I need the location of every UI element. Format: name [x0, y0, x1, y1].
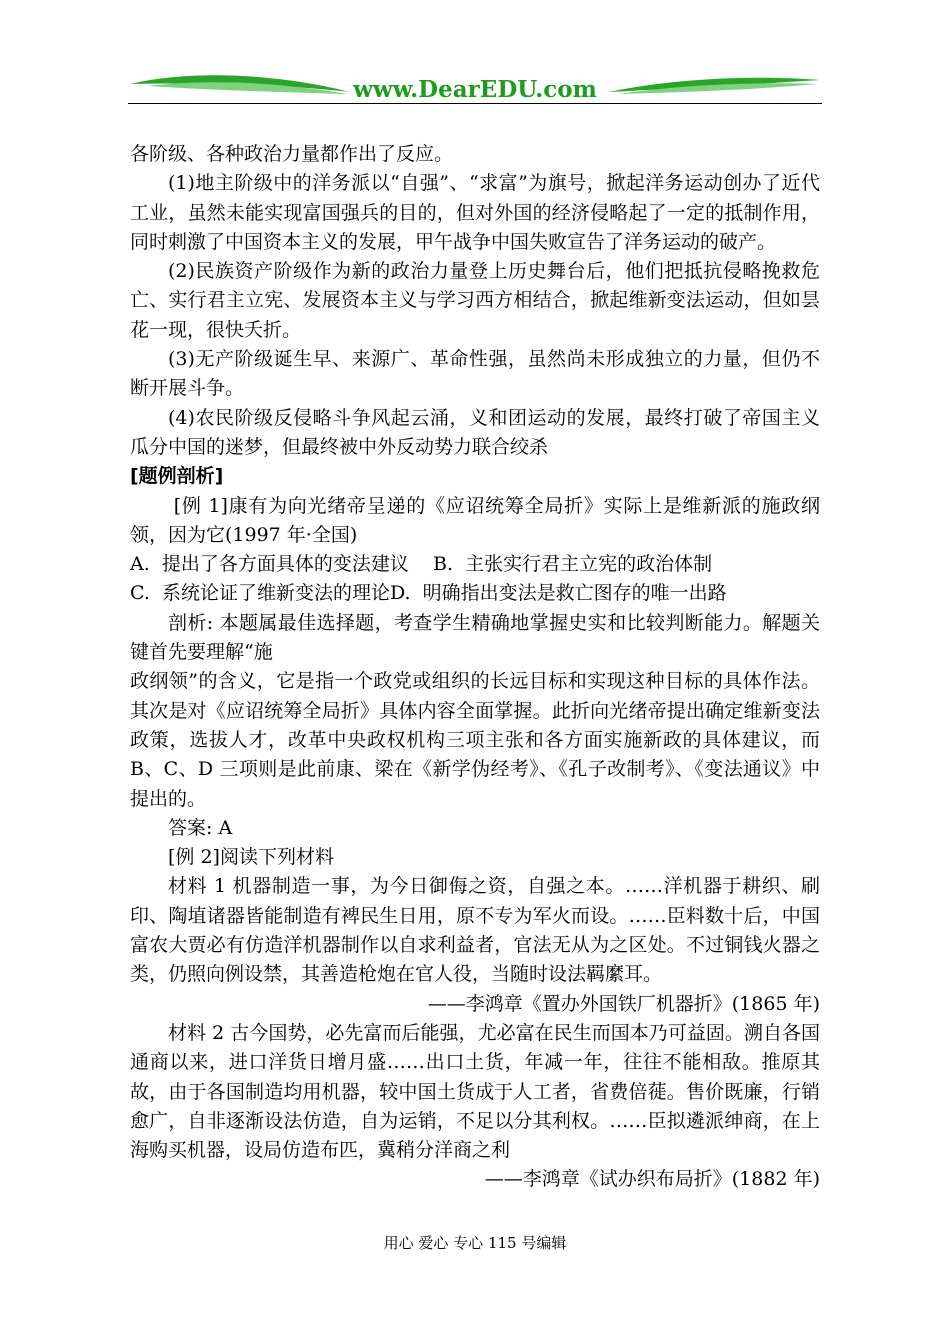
example1-options-cd: [130, 579, 820, 608]
option-b: B. 主张实行君主立宪的政治体制: [433, 553, 713, 576]
document-body: [130, 140, 820, 1195]
site-header: [128, 64, 822, 108]
example1-question: [例 1]康有为向光绪帝呈递的《应诏统筹全局折》实际上是维新派的施政纲领，因为它(1997 年·全国): [130, 494, 820, 546]
example1-analysis-2: 政纲领”的含义，它是指一个政党或组织的长远目标和实现这种目标的具体作法。其次是对《应诏统筹全局折》具体内容全面掌握。此折向光绪帝提出确定维新变法政策，选拔人才，改革中央政权机构三项主张和各方面实施新政的具体建议，而B、C、D 三项则是此前康、梁在《新学伪经考》、《孔子改制考》、《变法通议》中提出的。: [130, 670, 820, 810]
material-1-source: ——李鸿章《置办外国铁厂机器折》(1865 年): [427, 992, 820, 1015]
example1-options-ab: [130, 550, 820, 579]
material-2-source: ——李鸿章《试办织布局折》(1882 年): [484, 1168, 820, 1191]
section-heading: [题例剖析]: [130, 465, 224, 488]
material-2: 材料 2 古今国势，必先富而后能强，尤必富在民生而国本乃可益固。溯自各国通商以来，进口洋货日增月盛……出口土货，年减一年，往往不能相敌。推原其故，由于各国制造均用机器，较中国土货成于人工者，省费倍蓰。售价既廉，行销愈广，自非逐渐设法仿造，自为运销，不足以分其利权。……臣拟遴派绅商，在上海购买机器，设局仿造布匹，冀稍分洋商之利: [130, 1021, 820, 1162]
example1-answer: 答案: A: [168, 816, 233, 839]
point-1: (1)地主阶级中的洋务派以“自强”、“求富”为旗号，掀起洋务运动创办了近代工业，虽然未能实现富国强兵的目的，但对外国的经济侵略起了一定的抵制作用，同时刺激了中国资本主义的发展，甲午战争中国失败宣告了洋务运动的破产。: [130, 172, 820, 253]
option-a: A. 提出了各方面具体的变法建议: [130, 553, 409, 576]
site-logo: [128, 64, 822, 108]
logo-text: www.DearEDU.com: [353, 76, 597, 103]
point-4: (4)农民阶级反侵略斗争风起云涌，义和团运动的发展，最终打破了帝国主义瓜分中国的迷梦，但最终被中外反动势力联合绞杀: [130, 406, 820, 458]
intro-paragraph: 各阶级、各种政治力量都作出了反应。: [130, 143, 454, 165]
material-1: 材料 1 机器制造一事，为今日御侮之资，自强之本。……洋机器于耕织、刷印、陶埴诸器皆能制造有裨民生日用，原不专为军火而设。……臣料数十后，中国富农大贾必有仿造洋机器制作以自求利益者，官法无从为之区处。不过铜钱火器之类，仍照向例设禁，其善造枪炮在官人役，当随时设法羁縻耳。: [130, 875, 820, 986]
option-d: D. 明确指出变法是救亡图存的唯一出路: [389, 582, 727, 605]
point-2: (2)民族资产阶级作为新的政治力量登上历史舞台后，他们把抵抗侵略挽救危亡、实行君主立宪、发展资本主义与学习西方相结合，掀起维新变法运动，但如昙花一现，很快夭折。: [130, 260, 820, 341]
page-footer: 用心 爱心 专心 115 号编辑: [383, 1234, 567, 1252]
example1-analysis-1: 剖析: 本题属最佳选择题，考查学生精确地掌握史实和比较判断能力。解题关键首先要理解“施: [130, 611, 820, 664]
point-3: (3)无产阶级诞生早、来源广、革命性强，虽然尚未形成独立的力量，但仍不断开展斗争。: [130, 348, 820, 400]
option-c: C. 系统论证了维新变法的理论: [130, 582, 390, 605]
example2-question: [例 2]阅读下列材料: [168, 846, 334, 869]
